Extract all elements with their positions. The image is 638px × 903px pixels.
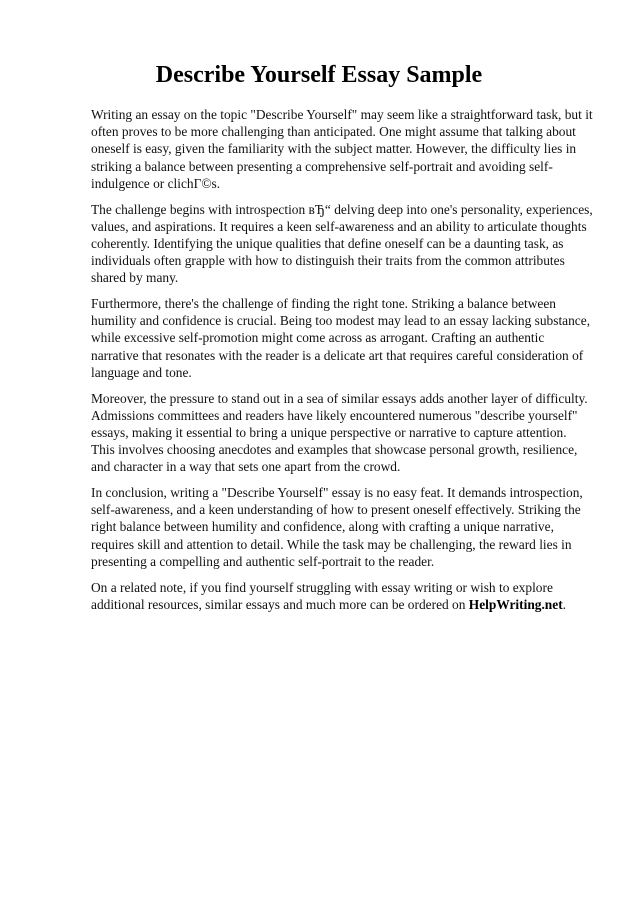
paragraph-stand-out: Moreover, the pressure to stand out in a sea of similar essays adds another layer of difficulty. Admissions committees and readers have likely encountered numerous "describe yourself" essays, making it essential to bring a unique perspective or narrative to capture attention. This involves choosing anecdotes and examples that showcase personal growth, resilience, and character in a way that sets one apart from the crowd. <box>91 390 588 475</box>
paragraph-conclusion: In conclusion, writing a "Describe Yourself" essay is no easy feat. It demands introspection, self-awareness, and a keen understanding of how to present oneself effectively. Striking the right balance between humility and confidence, along with crafting a unique narrative, requires skill and attention to detail. While the task may be challenging, the reward lies in presenting a compelling and authentic self-portrait to the reader. <box>91 485 583 569</box>
paragraph-intro: Writing an essay on the topic "Describe Yourself" may seem like a straightforward task, but it often proves to be more challenging than anticipated. One might assume that talking about oneself is easy, given the familiarity with the subject matter. However, the difficulty lies in striking a balance between presenting a comprehensive self-portrait and avoiding self-indulgence or clichГ©s. <box>91 107 593 191</box>
paragraph-introspection: The challenge begins with introspection вЂ“ delving deep into one's personality, experiences, values, and aspirations. It requires a keen self-awareness and an ability to articulate thoughts coherently. Identifying the unique qualities that define oneself can be a daunting task, as individuals often grapple with how to distinguish their traits from the common attributes shared by many. <box>91 201 593 286</box>
document-body <box>91 106 593 613</box>
closing-text: On a related note, if you find yourself struggling with essay writing or wish to explore additional resources, similar essays and much more can be ordered on <box>91 579 553 612</box>
helpwriting-link[interactable]: HelpWriting.net <box>468 596 563 612</box>
page-title: Describe Yourself Essay Sample <box>155 62 483 88</box>
paragraph-closing <box>91 579 593 613</box>
closing-period: . <box>562 596 567 612</box>
paragraph-tone: Furthermore, there's the challenge of finding the right tone. Striking a balance between humility and confidence is crucial. Being too modest may lead to an essay lacking substance, while excessive self-promotion might come across as arrogant. Crafting an authentic narrative that resonates with the reader is a delicate art that requires careful consideration of language and tone. <box>91 296 591 380</box>
